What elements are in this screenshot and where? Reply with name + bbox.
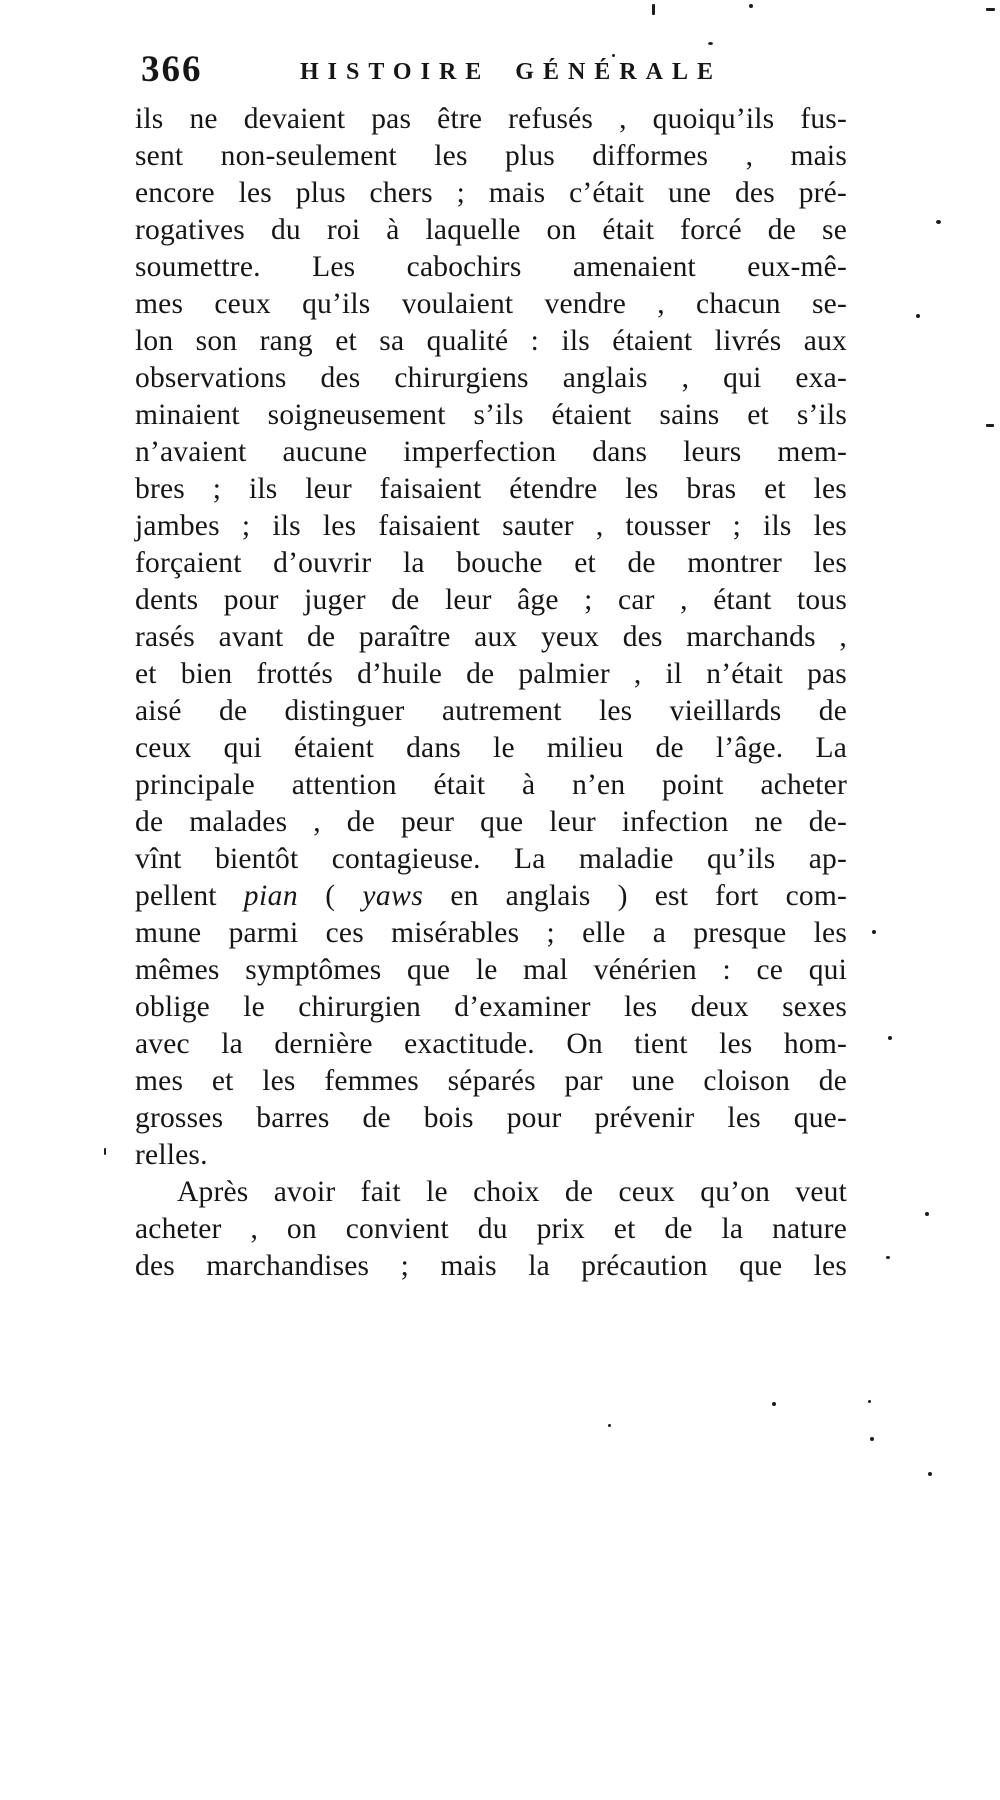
text-segment: de malades , de peur que leur infection ne de- <box>135 806 847 838</box>
text-segment: ceux qui étaient dans le milieu de l’âge. La <box>135 732 847 764</box>
text-line <box>135 138 847 175</box>
text-segment: et bien frottés d’huile de palmier , il n’était pas <box>135 658 847 690</box>
scan-speck <box>708 42 713 45</box>
scan-speck <box>986 424 994 427</box>
text-segment: soumettre. Les cabochirs amenaient eux-mê- <box>135 251 847 283</box>
scan-speck <box>916 314 920 318</box>
running-title: HISTOIRE GÉNÉRALE <box>300 59 722 85</box>
scan-speck <box>872 930 876 934</box>
body-text <box>135 101 847 1285</box>
text-line <box>135 212 847 249</box>
page-number: 366 <box>141 49 203 90</box>
text-segment: acheter , on convient du prix et de la nature <box>135 1213 847 1245</box>
text-segment: des marchandises ; mais la précaution que les <box>135 1250 847 1282</box>
scan-speck <box>104 1148 106 1155</box>
text-line <box>135 471 847 508</box>
scan-speck <box>925 1212 929 1216</box>
text-line <box>135 545 847 582</box>
text-line <box>135 619 847 656</box>
text-line <box>135 1211 847 1248</box>
text-segment: Après avoir fait le choix de ceux qu’on veut <box>177 1176 847 1208</box>
text-line <box>135 360 847 397</box>
text-line <box>135 1063 847 1100</box>
text-line <box>135 989 847 1026</box>
text-segment: forçaient d’ouvrir la bouche et de montrer les <box>135 547 847 579</box>
italic-term: pian <box>243 880 299 912</box>
scan-speck <box>870 1437 874 1441</box>
text-segment: relles. <box>135 1139 208 1171</box>
text-segment: ils ne devaient pas être refusés , quoiqu’ils fus- <box>135 103 847 135</box>
text-line <box>135 1248 847 1285</box>
text-line <box>135 878 847 915</box>
scan-speck <box>612 54 615 57</box>
text-segment: bres ; ils leur faisaient étendre les bras et les <box>135 473 847 505</box>
scan-speck <box>868 1400 871 1403</box>
text-line <box>135 656 847 693</box>
scan-speck <box>749 4 753 8</box>
text-segment: vînt bientôt contagieuse. La maladie qu’ils ap- <box>135 843 847 875</box>
scan-speck <box>772 1402 776 1406</box>
text-line <box>135 804 847 841</box>
text-segment: grosses barres de bois pour prévenir les que- <box>135 1102 847 1134</box>
text-line <box>135 1100 847 1137</box>
scan-speck <box>888 1036 892 1040</box>
text-segment: lon son rang et sa qualité : ils étaient livrés aux <box>135 325 847 357</box>
text-segment: oblige le chirurgien d’examiner les deux sexes <box>135 991 847 1023</box>
text-line <box>135 175 847 212</box>
text-segment: n’avaient aucune imperfection dans leurs mem- <box>135 436 847 468</box>
scan-speck <box>652 4 655 15</box>
text-line <box>135 397 847 434</box>
text-segment: mune parmi ces misérables ; elle a presque les <box>135 917 847 949</box>
text-segment: rogatives du roi à laquelle on était forcé de se <box>135 214 847 246</box>
scan-speck <box>886 1256 890 1259</box>
text-line <box>135 952 847 989</box>
text-line <box>135 767 847 804</box>
scan-speck <box>608 1424 611 1427</box>
text-line <box>135 323 847 360</box>
text-segment: rasés avant de paraître aux yeux des marchands , <box>135 621 847 653</box>
text-segment: observations des chirurgiens anglais , qui exa- <box>135 362 847 394</box>
text-segment: sent non-seulement les plus difformes , mais <box>135 140 847 172</box>
text-segment: jambes ; ils les faisaient sauter , tousser ; ils les <box>135 510 847 542</box>
text-segment: mes ceux qu’ils voulaient vendre , chacun se- <box>135 288 847 320</box>
text-line <box>135 915 847 952</box>
text-segment: en anglais ) est fort com- <box>423 880 847 912</box>
page-header <box>135 50 847 96</box>
text-line <box>135 1174 847 1211</box>
text-segment: minaient soigneusement s’ils étaient sains et s’ils <box>135 399 847 431</box>
text-line <box>135 693 847 730</box>
text-segment: aisé de distinguer autrement les vieillards de <box>135 695 847 727</box>
text-segment: mêmes symptômes que le mal vénérien : ce qui <box>135 954 847 986</box>
text-line <box>135 730 847 767</box>
scan-speck <box>986 8 995 11</box>
text-segment: ( <box>298 880 363 912</box>
text-line <box>135 286 847 323</box>
text-segment: encore les plus chers ; mais c’était une des pré- <box>135 177 847 209</box>
text-line <box>135 1137 847 1174</box>
text-line <box>135 841 847 878</box>
text-line <box>135 249 847 286</box>
text-line <box>135 582 847 619</box>
scan-speck <box>928 1472 932 1476</box>
text-line <box>135 1026 847 1063</box>
text-segment: dents pour juger de leur âge ; car , étant tous <box>135 584 847 616</box>
scan-speck <box>936 220 941 224</box>
text-line <box>135 508 847 545</box>
text-segment: pellent <box>135 880 244 912</box>
text-segment: mes et les femmes séparés par une cloison de <box>135 1065 847 1097</box>
text-segment: avec la dernière exactitude. On tient les hom- <box>135 1028 847 1060</box>
italic-term: yaws <box>362 880 424 912</box>
text-segment: principale attention était à n’en point acheter <box>135 769 847 801</box>
text-line <box>135 101 847 138</box>
text-line <box>135 434 847 471</box>
